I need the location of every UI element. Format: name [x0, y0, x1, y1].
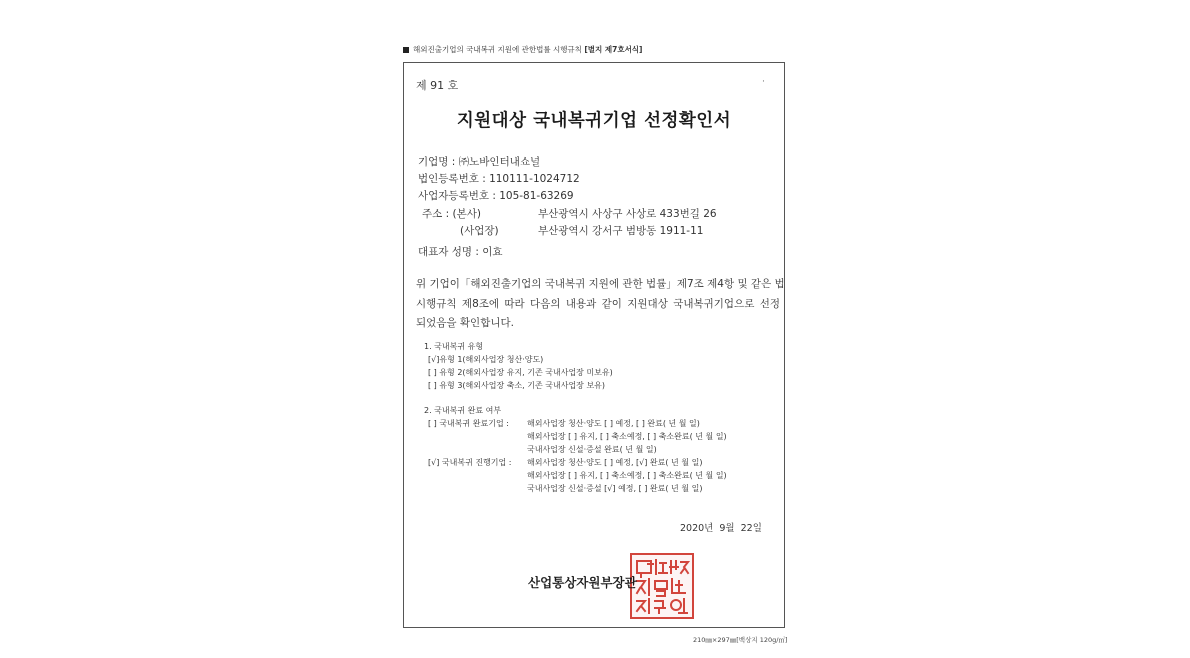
law-reference: 해외진출기업의 국내복귀 지원에 관한법률 시행규칙 — [413, 45, 582, 54]
document-title: 지원대상 국내복귀기업 선정확인서 — [456, 111, 732, 131]
completed-line: 해외사업장 청산·양도 [ ] 예정, [ ] 완료( 년 월 일) — [527, 419, 700, 428]
paragraph-line: 시행규칙 제8조에 따라 다음의 내용과 같이 지원대상 국내복귀기업으로 선정 — [416, 297, 780, 310]
completed-line: 해외사업장 [ ] 유지, [ ] 축소예정, [ ] 축소완료( 년 월 일) — [527, 432, 727, 441]
company-name: 기업명 : ㈜노바인터내쇼널 — [418, 156, 541, 168]
progress-line: 해외사업장 [ ] 유지, [ ] 축소예정, [ ] 축소완료( 년 월 일) — [527, 471, 727, 480]
form-reference: [별지 제7호서식] — [584, 45, 643, 54]
business-registration-number: 사업자등록번호 : 105-81-63269 — [418, 190, 574, 202]
paragraph-line: 위 기업이「해외진출기업의 국내복귀 지원에 관한 법률」제7조 제4항 및 같은 법 — [416, 278, 785, 290]
representative-name: 대표자 성명 : 이효 — [418, 246, 503, 258]
progress-line: 해외사업장 청산·양도 [ ] 예정, [√] 완료( 년 월 일) — [527, 458, 703, 467]
seal-stamp-icon — [632, 555, 692, 617]
paper-spec: 210㎜×297㎜[백상지 120g/㎡] — [693, 636, 788, 644]
document-number: 제 91 호 — [416, 79, 459, 92]
address-site: 부산광역시 강서구 범방동 1911-11 — [538, 225, 704, 237]
address-site-label: (사업장) — [460, 225, 499, 237]
form-header — [403, 44, 642, 55]
address-label: 주소 : (본사) — [422, 208, 481, 220]
section1-heading: 1. 국내복귀 유형 — [424, 342, 484, 351]
return-type-3: [ ] 유형 3(해외사업장 축소, 기존 국내사업장 보유) — [428, 381, 606, 390]
progress-line: 국내사업장 신설·증설 [√] 예정, [ ] 완료( 년 월 일) — [527, 484, 703, 493]
return-type-1: [√]유형 1(해외사업장 청산·양도) — [428, 355, 544, 364]
speck-mark: · — [762, 77, 765, 87]
issue-date: 2020년 9월 22일 — [680, 523, 762, 534]
issuing-authority: 산업통상자원부장관 — [528, 575, 637, 590]
corporate-registration-number: 법인등록번호 : 110111-1024712 — [418, 173, 580, 185]
paragraph-line: 되었음을 확인합니다. — [416, 317, 514, 329]
completed-company-label: [ ] 국내복귀 완료기업 : — [428, 419, 509, 428]
progress-company-label: [√] 국내복귀 진행기업 : — [428, 458, 512, 467]
section2-heading: 2. 국내복귀 완료 여부 — [424, 406, 502, 415]
address-headquarters: 부산광역시 사상구 사상로 433번길 26 — [538, 208, 717, 220]
confirmation-paragraph — [416, 275, 785, 334]
certificate-document — [403, 62, 785, 628]
return-type-2: [ ] 유형 2(해외사업장 유지, 기존 국내사업장 미보유) — [428, 368, 613, 377]
square-bullet-icon — [403, 47, 409, 53]
official-seal — [630, 553, 694, 619]
completed-line: 국내사업장 신설·증설 완료( 년 월 일) — [527, 445, 657, 454]
